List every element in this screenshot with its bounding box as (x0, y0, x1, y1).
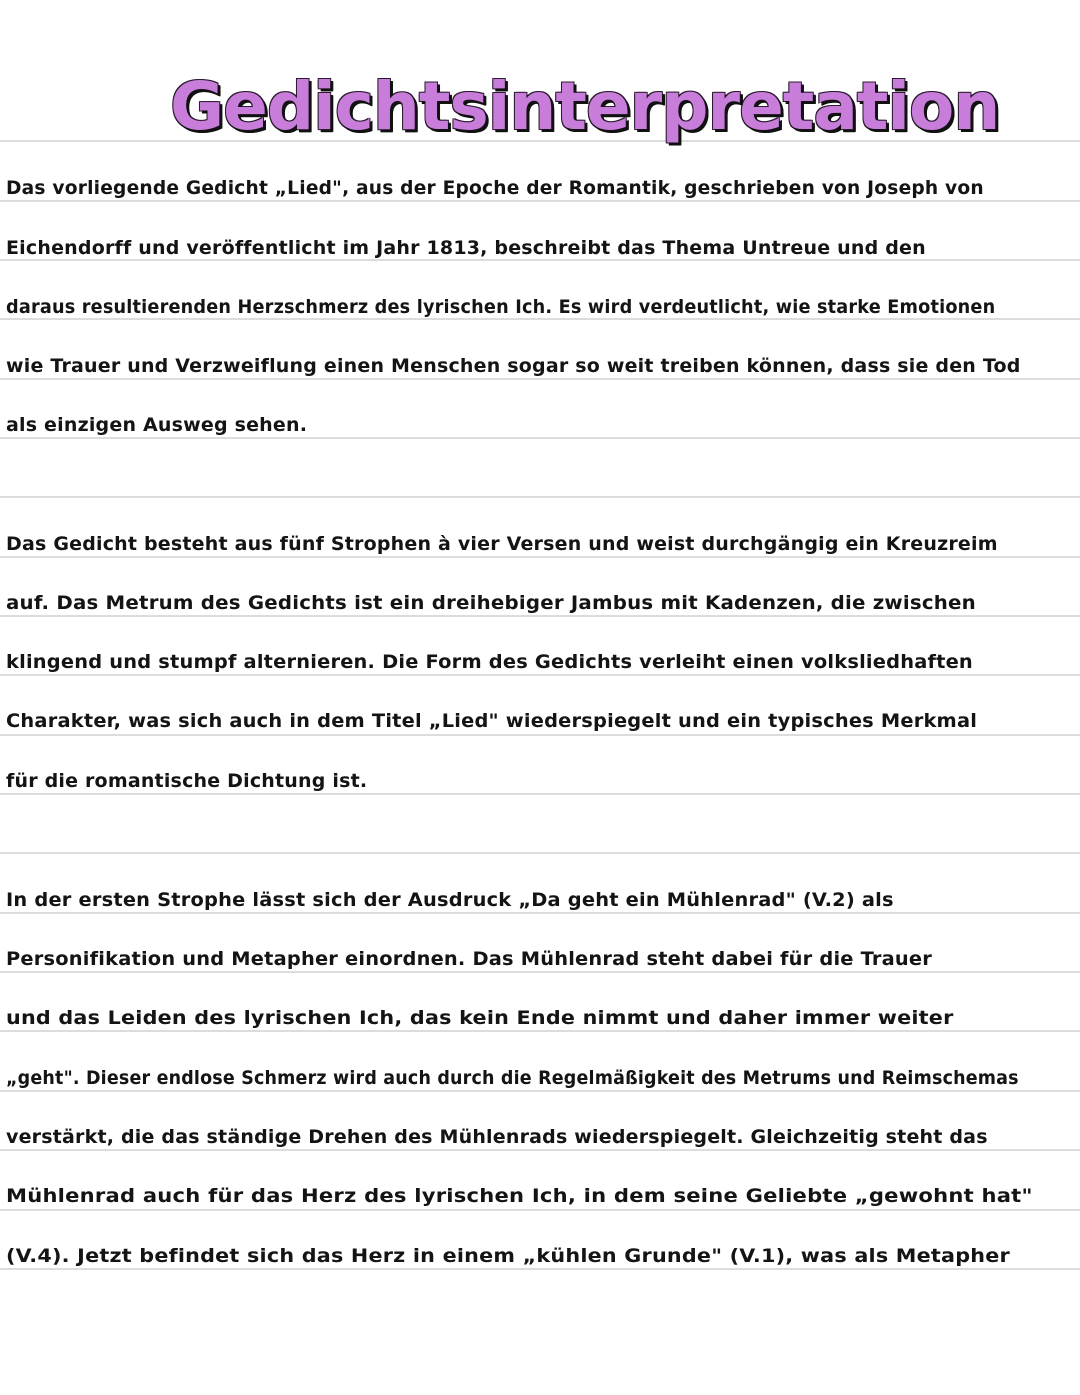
text-line: Das vorliegende Gedicht „Lied", aus der Epoche der Romantik, geschrieben von Joseph von (6, 177, 984, 199)
text-line: (V.4). Jetzt befindet sich das Herz in einem „kühlen Grunde" (V.1), was als Metapher (6, 1245, 1010, 1267)
text-line: Mühlenrad auch für das Herz des lyrischen Ich, in dem seine Geliebte „gewohnt hat" (6, 1185, 1033, 1207)
text-line: „geht". Dieser endlose Schmerz wird auch durch die Regelmäßigkeit des Metrums und Reimschemas (6, 1067, 1019, 1089)
text-line: auf. Das Metrum des Gedichts ist ein dreihebiger Jambus mit Kadenzen, die zwischen (6, 592, 976, 614)
text-line: wie Trauer und Verzweiflung einen Menschen sogar so weit treiben können, dass sie den Tod (6, 355, 1021, 377)
text-line: Personifikation und Metapher einordnen. Das Mühlenrad steht dabei für die Trauer (6, 948, 933, 970)
text-line: verstärkt, die das ständige Drehen des Mühlenrads wiederspiegelt. Gleichzeitig steht das (6, 1126, 988, 1148)
text-line: daraus resultierenden Herzschmerz des lyrischen Ich. Es wird verdeutlicht, wie starke Emotionen (6, 296, 996, 318)
ruled-line (0, 496, 1080, 498)
text-line: Eichendorff und veröffentlicht im Jahr 1813, beschreibt das Thema Untreue und den (6, 237, 926, 259)
text-line: Charakter, was sich auch in dem Titel „Lied" wiederspiegelt und ein typisches Merkmal (6, 710, 978, 732)
text-line: Das Gedicht besteht aus fünf Strophen à vier Versen und weist durchgängig ein Kreuzreim (6, 533, 998, 555)
text-line: In der ersten Strophe lässt sich der Ausdruck „Da geht ein Mühlenrad" (V.2) als (6, 889, 894, 911)
text-line: für die romantische Dichtung ist. (6, 770, 368, 792)
page-title: Gedichtsinterpretation (170, 68, 1000, 145)
text-line: und das Leiden des lyrischen Ich, das kein Ende nimmt und daher immer weiter (6, 1007, 954, 1029)
text-line: als einzigen Ausweg sehen. (6, 414, 308, 436)
text-line: klingend und stumpf alternieren. Die Form des Gedichts verleiht einen volksliedhaften (6, 651, 973, 673)
ruled-line (0, 852, 1080, 854)
